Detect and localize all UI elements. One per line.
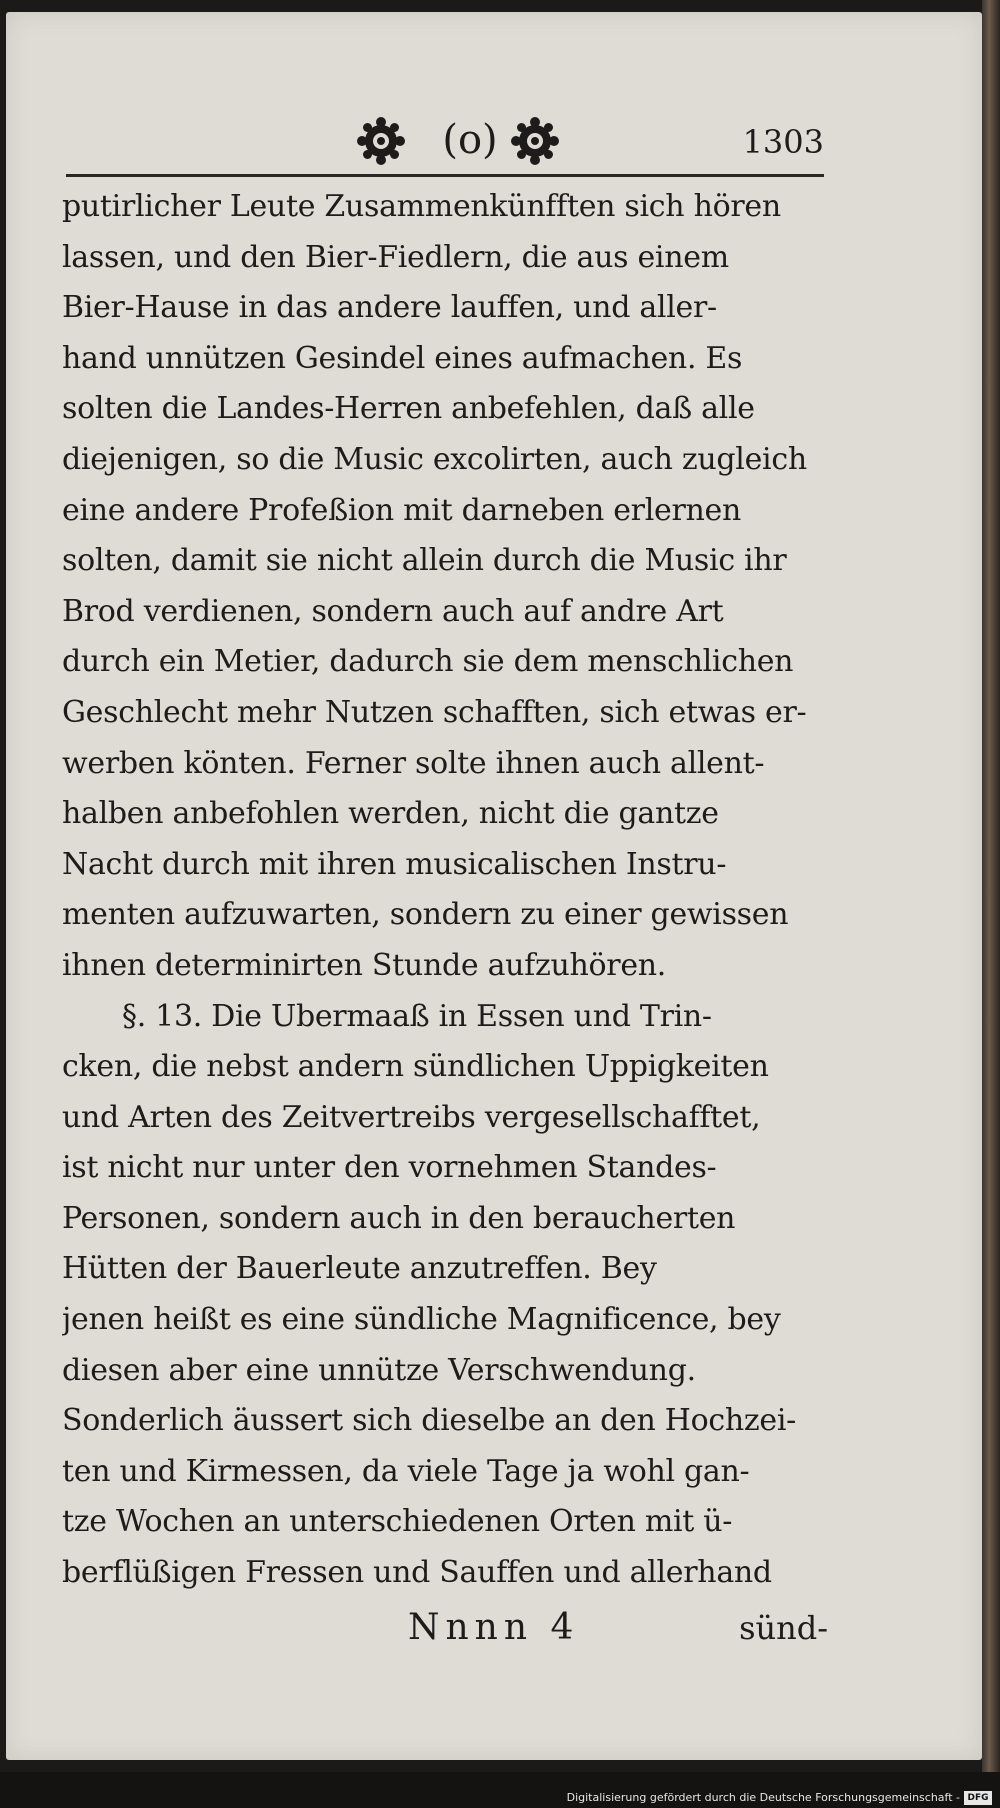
text-line: Geschlecht mehr Nutzen schafften, sich etwas er- bbox=[62, 694, 807, 730]
page-footer bbox=[62, 1598, 828, 1658]
text-line: diesen aber eine unnütze Verschwendung. bbox=[62, 1352, 696, 1388]
text-line: hand unnützen Gesindel eines aufmachen. Es bbox=[62, 340, 743, 376]
floral-rosette-icon bbox=[510, 116, 560, 166]
catchword: sünd- bbox=[739, 1609, 828, 1647]
page-marker: (o) bbox=[442, 117, 498, 163]
text-line: solten die Landes-Herren anbefehlen, daß alle bbox=[62, 391, 755, 427]
text-line: Hütten der Bauerleute anzutreffen. Bey bbox=[62, 1251, 657, 1287]
text-line: Personen, sondern auch in den beraucherten bbox=[62, 1200, 736, 1236]
text-line: eine andere Profeßion mit darneben erlernen bbox=[62, 492, 741, 528]
digitization-credit: Digitalisierung gefördert durch die Deutsche Forschungsgemeinschaft - bbox=[566, 1791, 960, 1804]
signature-mark: Nnnn 4 bbox=[408, 1607, 580, 1648]
page-number: 1303 bbox=[742, 123, 824, 161]
page-header bbox=[60, 112, 824, 172]
text-line: Bier-Hause in das andere lauffen, und aller- bbox=[62, 290, 717, 326]
text-line: und Arten des Zeitvertreibs vergesellschafftet, bbox=[62, 1099, 761, 1135]
text-line: Nacht durch mit ihren musicalischen Instru- bbox=[62, 846, 727, 882]
dfg-logo: DFG bbox=[964, 1791, 992, 1805]
text-line: ten und Kirmessen, da viele Tage ja wohl gan- bbox=[62, 1453, 750, 1489]
text-line: werben könten. Ferner solte ihnen auch allent- bbox=[62, 745, 765, 781]
body-text bbox=[62, 182, 830, 1599]
text-line: solten, damit sie nicht allein durch die Music ihr bbox=[62, 543, 787, 579]
text-line: lassen, und den Bier-Fiedlern, die aus einem bbox=[62, 239, 729, 275]
text-line: jenen heißt es eine sündliche Magnificence, bey bbox=[62, 1302, 781, 1338]
text-line: Brod verdienen, sondern auch auf andre Art bbox=[62, 593, 724, 629]
text-line: cken, die nebst andern sündlichen Uppigkeiten bbox=[62, 1049, 769, 1085]
section-heading-line: §. 13. Die Ubermaaß in Essen und Trin- bbox=[122, 998, 712, 1034]
text-line: tze Wochen an unterschiedenen Orten mit ü- bbox=[62, 1504, 733, 1540]
text-line: halben anbefohlen werden, nicht die gantze bbox=[62, 796, 719, 832]
text-line: Sonderlich äussert sich dieselbe an den Hochzei- bbox=[62, 1403, 797, 1439]
text-line: ihnen determinirten Stunde aufzuhören. bbox=[62, 947, 667, 983]
book-spine bbox=[982, 0, 1000, 1772]
text-line: putirlicher Leute Zusammenkünfften sich hören bbox=[62, 189, 781, 224]
text-line: diejenigen, so die Music excolirten, auch zugleich bbox=[62, 441, 807, 477]
header-rule bbox=[66, 174, 824, 177]
text-line: berflüßigen Fressen und Sauffen und allerhand bbox=[62, 1555, 772, 1591]
floral-rosette-icon bbox=[356, 116, 406, 166]
text-line: ist nicht nur unter den vornehmen Standes- bbox=[62, 1150, 717, 1186]
text-line: durch ein Metier, dadurch sie dem menschlichen bbox=[62, 644, 794, 680]
text-line: menten aufzuwarten, sondern zu einer gewissen bbox=[62, 897, 789, 933]
